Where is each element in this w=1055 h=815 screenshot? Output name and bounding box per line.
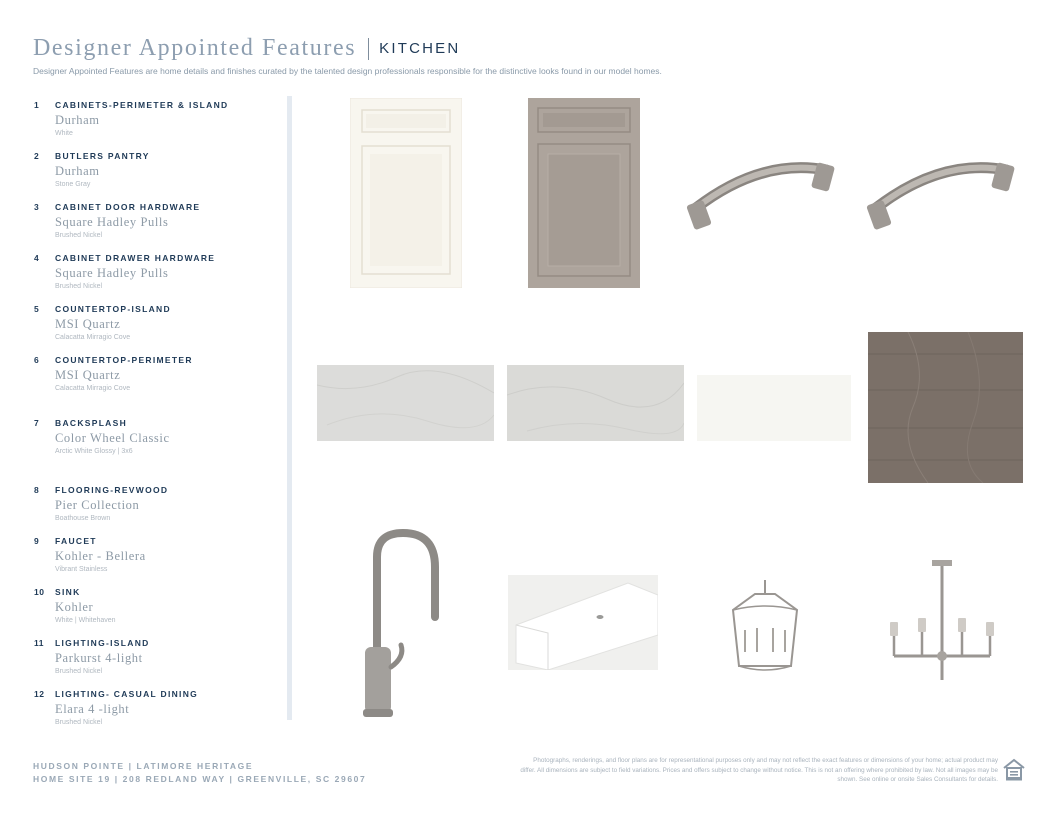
feature-category: BUTLERS PANTRY [55, 151, 150, 161]
feature-number: 4 [34, 253, 40, 263]
feature-category: CABINET DOOR HARDWARE [55, 202, 201, 212]
feature-product: Elara 4 -light [55, 702, 130, 716]
feature-product: Durham [55, 164, 100, 178]
footer-community-line: HUDSON POINTE | LATIMORE HERITAGE [33, 761, 254, 771]
feature-finish: Arctic White Glossy | 3x6 [55, 448, 133, 455]
cabinet-stone-gray-swatch [528, 98, 640, 288]
feature-category: CABINET DRAWER HARDWARE [55, 253, 216, 263]
feature-number: 11 [34, 638, 44, 648]
countertop-island-swatch [317, 365, 494, 441]
feature-category: LIGHTING- CASUAL DINING [55, 689, 199, 699]
room-name: KITCHEN [379, 40, 461, 57]
feature-product: Color Wheel Classic [55, 431, 170, 445]
feature-number: 5 [34, 304, 40, 314]
faucet-swatch [355, 527, 450, 719]
feature-product: Square Hadley Pulls [55, 215, 169, 229]
feature-finish: Brushed Nickel [55, 719, 103, 726]
feature-category: SINK [55, 587, 81, 597]
feature-finish: Calacatta Mirragio Cove [55, 385, 131, 392]
feature-finish: Calacatta Mirragio Cove [55, 334, 131, 341]
feature-product: Pier Collection [55, 498, 140, 512]
feature-finish: Brushed Nickel [55, 668, 103, 675]
feature-number: 3 [34, 202, 40, 212]
section-divider [287, 96, 292, 720]
feature-product: MSI Quartz [55, 368, 121, 382]
feature-number: 2 [34, 151, 40, 161]
feature-product: Kohler [55, 600, 94, 614]
footer-address-line: HOME SITE 19 | 208 REDLAND WAY | GREENVILLE, SC 29607 [33, 774, 367, 784]
page-title: Designer Appointed Features [33, 35, 357, 61]
backsplash-swatch [697, 375, 851, 441]
title-divider [368, 38, 369, 60]
cabinet-white-swatch [350, 98, 462, 288]
lighting-island-swatch [725, 580, 805, 675]
flooring-swatch [868, 332, 1023, 483]
feature-category: COUNTERTOP-PERIMETER [55, 355, 193, 365]
feature-finish: Boathouse Brown [55, 515, 111, 522]
feature-category: FAUCET [55, 536, 97, 546]
countertop-perimeter-swatch [507, 365, 684, 441]
feature-category: CABINETS-PERIMETER & ISLAND [55, 100, 229, 110]
feature-number: 1 [34, 100, 40, 110]
feature-product: Square Hadley Pulls [55, 266, 169, 280]
feature-finish: Brushed Nickel [55, 283, 103, 290]
page-subtitle: Designer Appointed Features are home details and finishes curated by the talented design professionals responsible for the distinctive looks found in our model homes. [33, 66, 662, 76]
feature-category: FLOORING-REVWOOD [55, 485, 169, 495]
feature-finish: Brushed Nickel [55, 232, 103, 239]
feature-finish: Stone Gray [55, 181, 91, 188]
feature-number: 10 [34, 587, 45, 597]
feature-number: 7 [34, 418, 40, 428]
feature-finish: Vibrant Stainless [55, 566, 108, 573]
feature-product: MSI Quartz [55, 317, 121, 331]
feature-finish: White [55, 130, 73, 137]
footer-community [33, 760, 366, 786]
feature-category: LIGHTING-ISLAND [55, 638, 150, 648]
feature-number: 12 [34, 689, 45, 699]
feature-product: Parkurst 4-light [55, 651, 143, 665]
lighting-casual-dining-swatch [882, 560, 1002, 685]
cabinet-drawer-pull-swatch [866, 150, 1016, 240]
equal-housing-icon [1002, 758, 1026, 782]
page-header [33, 35, 460, 62]
feature-category: BACKSPLASH [55, 418, 128, 428]
feature-product: Kohler - Bellera [55, 549, 146, 563]
feature-number: 8 [34, 485, 40, 495]
feature-finish: White | Whitehaven [55, 617, 116, 624]
footer-disclaimer: Photographs, renderings, and floor plans are for representational purposes only and may not reflect the exact features or dimensions of your home; actual product may differ. All dimensions are subject to field variations. Prices and offers subject to change without notice. This is not an offering where prohibited by law. Not all images may be shown. See online or onsite Sales Consultants for details. [520, 757, 998, 783]
feature-product: Durham [55, 113, 100, 127]
feature-number: 9 [34, 536, 40, 546]
feature-category: COUNTERTOP-ISLAND [55, 304, 171, 314]
cabinet-door-pull-swatch [686, 150, 836, 240]
sink-swatch [508, 575, 658, 670]
feature-number: 6 [34, 355, 40, 365]
